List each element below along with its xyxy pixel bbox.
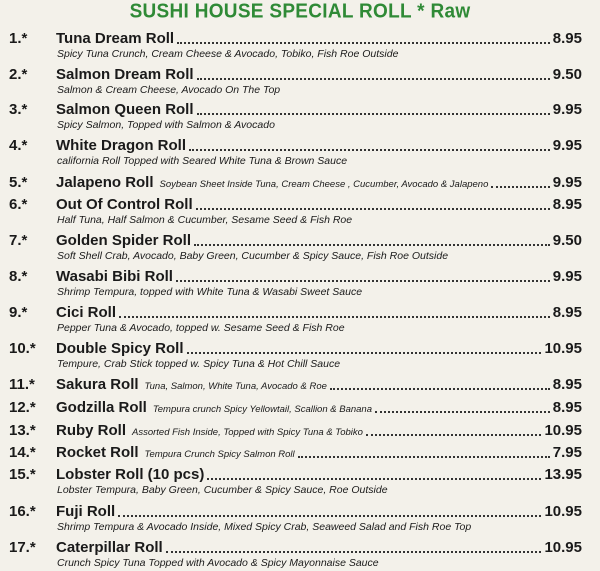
item-number: 10.* xyxy=(9,340,36,357)
item-price: 8.95 xyxy=(552,399,582,416)
item-price: 8.95 xyxy=(552,304,582,321)
leader-dots xyxy=(176,280,550,282)
item-description: california Roll Topped with Seared White Tuna & Brown Sauce xyxy=(57,155,348,167)
item-name: Cici Roll xyxy=(56,304,117,321)
leader-dots xyxy=(207,478,541,480)
item-name: Godzilla Roll xyxy=(56,399,147,416)
item-description: Soft Shell Crab, Avocado, Baby Green, Cucumber & Spicy Sauce, Fish Roe Outside xyxy=(57,250,449,262)
item-price: 9.50 xyxy=(552,232,582,249)
leader-dots xyxy=(330,388,550,390)
leader-dots xyxy=(298,456,550,458)
item-name: Lobster Roll (10 pcs) xyxy=(56,466,205,483)
item-description: Salmon & Cream Cheese, Avocado On The Top xyxy=(57,84,281,96)
item-name: Fuji Roll xyxy=(56,503,116,520)
leader-dots xyxy=(189,149,550,151)
item-price: 10.95 xyxy=(544,503,582,520)
item-number: 16.* xyxy=(9,503,36,520)
item-inline-description: Tempura crunch Spicy Yellowtail, Scallion & Banana xyxy=(152,404,372,415)
item-price: 9.95 xyxy=(552,268,582,285)
item-price: 10.95 xyxy=(544,340,582,357)
item-number: 2.* xyxy=(9,66,28,83)
item-description: Crunch Spicy Tuna Topped with Avocado & Spicy Mayonnaise Sauce xyxy=(57,557,379,569)
item-inline-description: Soybean Sheet Inside Tuna, Cream Cheese , Cucumber, Avocado & Jalapeno xyxy=(159,179,489,190)
item-price: 9.95 xyxy=(552,101,582,118)
item-number: 4.* xyxy=(9,137,28,154)
item-number: 9.* xyxy=(9,304,28,321)
item-price: 10.95 xyxy=(544,539,582,556)
item-number: 6.* xyxy=(9,196,28,213)
item-name: Rocket Roll xyxy=(56,444,139,461)
item-number: 13.* xyxy=(9,422,36,439)
item-name: Salmon Dream Roll xyxy=(56,66,194,83)
item-number: 7.* xyxy=(9,232,28,249)
item-description: Lobster Tempura, Baby Green, Cucumber & Spicy Sauce, Roe Outside xyxy=(57,484,388,496)
leader-dots xyxy=(118,515,541,517)
item-description: Spicy Tuna Crunch, Cream Cheese & Avocado, Tobiko, Fish Roe Outside xyxy=(57,48,399,60)
item-number: 14.* xyxy=(9,444,36,461)
item-price: 8.95 xyxy=(552,30,582,47)
item-description: Pepper Tuna & Avocado, topped w. Sesame Seed & Fish Roe xyxy=(57,322,345,334)
leader-dots xyxy=(119,316,550,318)
item-number: 11.* xyxy=(9,376,35,393)
leader-dots xyxy=(196,208,550,210)
item-number: 17.* xyxy=(9,539,36,556)
item-name: Salmon Queen Roll xyxy=(56,101,194,118)
item-name: Tuna Dream Roll xyxy=(56,30,175,47)
item-name: Caterpillar Roll xyxy=(56,539,163,556)
item-inline-description: Tempura Crunch Spicy Salmon Roll xyxy=(144,449,295,460)
item-name: Double Spicy Roll xyxy=(56,340,184,357)
leader-dots xyxy=(375,411,550,413)
item-description: Shrimp Tempura & Avocado Inside, Mixed Spicy Crab, Seaweed Salad and Fish Roe Top xyxy=(57,521,472,533)
item-number: 15.* xyxy=(9,466,36,483)
item-number: 1.* xyxy=(9,30,28,47)
item-number: 3.* xyxy=(9,101,28,118)
leader-dots xyxy=(366,434,542,436)
leader-dots xyxy=(194,244,550,246)
item-name: Ruby Roll xyxy=(56,422,126,439)
item-name: Jalapeno Roll xyxy=(56,174,154,191)
item-price: 10.95 xyxy=(544,422,582,439)
item-name: Out Of Control Roll xyxy=(56,196,193,213)
item-inline-description: Assorted Fish Inside, Topped with Spicy Tuna & Tobiko xyxy=(132,427,363,438)
item-price: 9.50 xyxy=(552,66,582,83)
item-price: 13.95 xyxy=(544,466,582,483)
item-name: Golden Spider Roll xyxy=(56,232,192,249)
item-price: 8.95 xyxy=(552,196,582,213)
leader-dots xyxy=(197,78,550,80)
leader-dots xyxy=(197,113,550,115)
item-number: 12.* xyxy=(9,399,36,416)
item-description: Spicy Salmon, Topped with Salmon & Avocado xyxy=(57,119,275,131)
item-name: White Dragon Roll xyxy=(56,137,186,154)
leader-dots xyxy=(491,186,549,188)
leader-dots xyxy=(177,42,550,44)
leader-dots xyxy=(187,352,542,354)
item-name: Wasabi Bibi Roll xyxy=(56,268,173,285)
item-price: 7.95 xyxy=(552,444,582,461)
item-number: 8.* xyxy=(9,268,28,285)
item-description: Shrimp Tempura, topped with White Tuna & Wasabi Sweet Sauce xyxy=(57,286,363,298)
menu-title: SUSHI HOUSE SPECIAL ROLL * Raw xyxy=(129,0,471,23)
item-price: 8.95 xyxy=(552,376,582,393)
item-number: 5.* xyxy=(9,174,28,191)
leader-dots xyxy=(166,551,542,553)
item-price: 9.95 xyxy=(552,137,582,154)
item-name: Sakura Roll xyxy=(56,376,139,393)
item-description: Half Tuna, Half Salmon & Cucumber, Sesame Seed & Fish Roe xyxy=(57,214,353,226)
item-inline-description: Tuna, Salmon, White Tuna, Avocado & Roe xyxy=(144,381,327,392)
item-description: Tempure, Crab Stick topped w. Spicy Tuna & Hot Chill Sauce xyxy=(57,358,341,370)
item-price: 9.95 xyxy=(552,174,582,191)
